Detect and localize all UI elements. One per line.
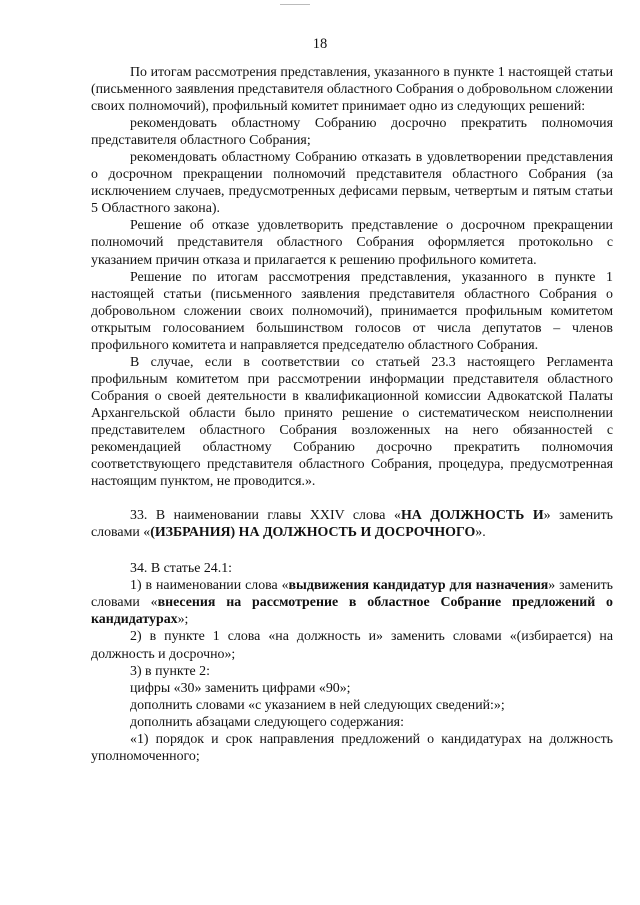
paragraph-amendment-33: 33. В наименовании главы XXIV слова «НА ДОЛЖНОСТЬ И» заменить словами «(ИЗБРАНИЯ) НА ДОЛЖНОСТЬ И ДОСРОЧНОГО». [91, 508, 613, 541]
paragraph: 3) в пункте 2: [130, 663, 210, 679]
paragraph: цифры «30» заменить цифрами «90»; [130, 680, 351, 696]
bold-phrase: внесения на рассмотрение в областное Собрание предложений о кандидатурах [91, 595, 613, 628]
paragraph: Решение по итогам рассмотрения представления, указанного в пункте 1 настоящей статьи (письменного заявления представителя областного Собрания о добровольном сложении своих полномочий), принимается профильным комитетом открытым голосованием большинством голосов от числа депутатов – членов профильного комитета и направляется председателю областного Собрания. [91, 269, 613, 353]
paragraph: «1) порядок и срок направления предложений о кандидатурах на должность уполномоченного; [91, 731, 613, 764]
paragraph-amendment-34: 34. В статье 24.1: [130, 561, 232, 577]
paragraph: В случае, если в соответствии со статьей 23.3 настоящего Регламента профильным комитетом при рассмотрении информации представителя областного Собрания о своей деятельности в квалификационной комиссии Адвокатской Палаты Архангельской области было принято решение о систематическом неисполнении представителем областного Собрания возложенных на него обязанностей с рекомендацией областному Собранию досрочно прекратить полномочия соответствующего представителя областного Собрания, процедура, предусмотренная настоящим пунктом, не проводится.». [91, 354, 613, 490]
bold-phrase: выдвижения кандидатур для назначения [288, 578, 549, 594]
paragraph: 1) в наименовании слова «выдвижения кандидатур для назначения» заменить словами «внесения на рассмотрение в областное Собрание предложений о кандидатурах»; [91, 578, 613, 628]
scan-artifact-line [280, 4, 310, 5]
paragraph: 2) в пункте 1 слова «на должность и» заменить словами «(избирается) на должность и досрочно»; [91, 629, 613, 662]
paragraph: дополнить абзацами следующего содержания: [130, 714, 404, 730]
paragraph: Решение об отказе удовлетворить представление о досрочном прекращении полномочий представителя областного Собрания оформляется протокольно с указанием причин отказа и прилагается к решению профильного комитета. [91, 218, 613, 268]
page-number: 18 [312, 36, 328, 52]
paragraph: По итогам рассмотрения представления, указанного в пункте 1 настоящей статьи (письменного заявления представителя областного Собрания о добровольном сложении своих полномочий), профильный комитет принимает одно из следующих решений: [91, 65, 613, 115]
paragraph: рекомендовать областному Собранию досрочно прекратить полномочия представителя областного Собрания; [91, 116, 613, 149]
paragraph: рекомендовать областному Собранию отказать в удовлетворении представления о досрочном прекращении полномочий представителя областного Собрания (за исключением случаев, предусмотренных дефисами первым, четвертым и пятым статьи 5 Областного закона). [91, 150, 613, 217]
bold-phrase: НА ДОЛЖНОСТЬ И [400, 508, 544, 524]
bold-phrase: (ИЗБРАНИЯ) НА ДОЛЖНОСТЬ И ДОСРОЧНОГО [150, 525, 476, 541]
document-body [91, 64, 613, 765]
paragraph: дополнить словами «с указанием в ней следующих сведений:»; [130, 697, 505, 713]
